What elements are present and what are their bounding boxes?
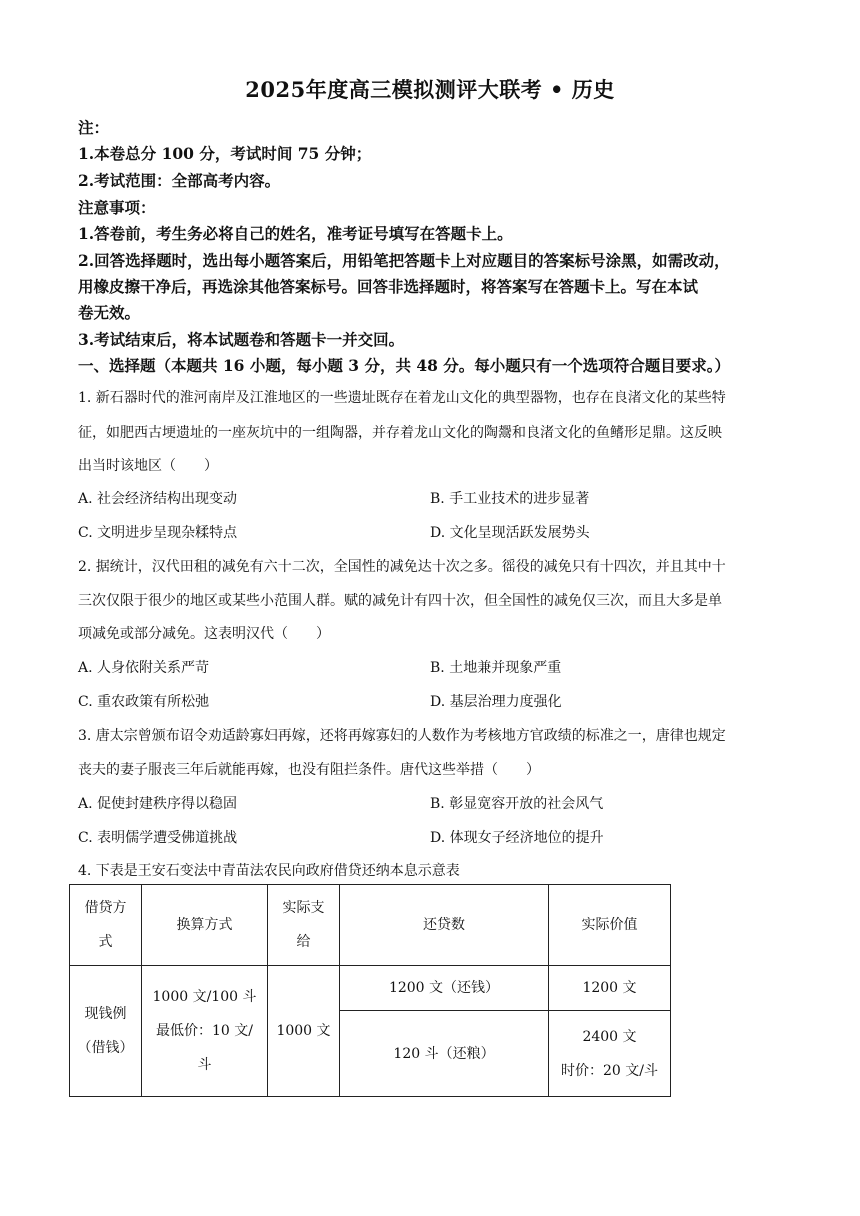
section-heading: 一、选择题（本题共 16 小题，每小题 3 分，共 48 分。每小题只有一个选项符合题目要求。）	[78, 356, 731, 375]
repay-cell: 120 斗（还粮）	[340, 1011, 549, 1097]
option-b: B. 土地兼并现象严重	[430, 660, 562, 676]
loan-type-cell: 现钱例 （借钱）	[70, 966, 142, 1097]
option-a: A. 人身依附关系严苛	[78, 660, 210, 676]
option-a: A. 社会经济结构出现变动	[78, 491, 238, 507]
option-b: B. 彰显宽容开放的社会风气	[430, 796, 604, 812]
loan-table	[69, 884, 671, 1097]
question-text: 三次仅限于很少的地区或某些小范围人群。赋的减免计有四十次，但全国性的减免仅三次，而且大多是单	[78, 593, 722, 609]
option-a: A. 促使封建秩序得以稳固	[78, 796, 238, 812]
option-d: D. 体现女子经济地位的提升	[430, 830, 604, 846]
option-b: B. 手工业技术的进步显著	[430, 491, 590, 507]
header-cell: 实际价值	[549, 885, 671, 966]
table-header-row	[70, 885, 671, 966]
question-text: 征，如肥西古埂遗址的一座灰坑中的一组陶器，并存着龙山文化的陶鬶和良渚文化的鱼鳍形足鼎。这反映	[78, 425, 722, 441]
option-d: D. 文化呈现活跃发展势头	[430, 525, 590, 541]
header-cell: 借贷方 式	[70, 885, 142, 966]
question-text: 丧夫的妻子服丧三年后就能再嫁，也没有阻拦条件。唐代这些举措（ ）	[78, 762, 540, 778]
value-cell: 1200 文	[549, 966, 671, 1011]
repay-cell: 1200 文（还钱）	[340, 966, 549, 1011]
payout-cell: 1000 文	[268, 966, 340, 1097]
header-cell: 换算方式	[142, 885, 268, 966]
question-text: 出当时该地区（ ）	[78, 458, 218, 474]
header-cell: 实际支 给	[268, 885, 340, 966]
question-text: 1. 新石器时代的淮河南岸及江淮地区的一些遗址既存在着龙山文化的典型器物，也存在良渚文化的某些特	[78, 390, 726, 406]
notes-label: 注：	[78, 118, 110, 137]
note-item: 2.考试范围：全部高考内容。	[78, 171, 281, 190]
precaution-item: 2.回答选择题时，选出每小题答案后，用铅笔把答题卡上对应题目的答案标号涂黑，如需改动，	[78, 251, 730, 270]
table-row	[70, 966, 671, 1011]
precautions-label: 注意事项：	[78, 198, 156, 217]
conversion-cell: 1000 文/100 斗 最低价：10 文/ 斗	[142, 966, 268, 1097]
option-c: C. 文明进步呈现杂糅特点	[78, 525, 238, 541]
option-d: D. 基层治理力度强化	[430, 694, 562, 710]
value-cell: 2400 文 时价：20 文/斗	[549, 1011, 671, 1097]
option-c: C. 重农政策有所松弛	[78, 694, 210, 710]
question-text: 4. 下表是王安石变法中青苗法农民向政府借贷还纳本息示意表	[78, 863, 460, 879]
header-cell: 还贷数	[340, 885, 549, 966]
precaution-item: 卷无效。	[78, 303, 141, 322]
question-text: 2. 据统计，汉代田租的减免有六十二次，全国性的减免达十次之多。徭役的减免只有十四次，并且其中十	[78, 559, 726, 575]
precaution-item: 3.考试结束后，将本试题卷和答题卡一并交回。	[78, 330, 405, 349]
note-item: 1.本卷总分 100 分，考试时间 75 分钟；	[78, 144, 372, 163]
page-title: 2025年度高三模拟测评大联考 • 历史	[245, 77, 615, 102]
precaution-item: 用橡皮擦干净后，再选涂其他答案标号。回答非选择题时，将答案写在答题卡上。写在本试	[78, 277, 699, 296]
precaution-item: 1.答卷前，考生务必将自己的姓名，准考证号填写在答题卡上。	[78, 224, 513, 243]
question-text: 项减免或部分减免。这表明汉代（ ）	[78, 626, 330, 642]
question-text: 3. 唐太宗曾颁布诏令劝适龄寡妇再嫁，还将再嫁寡妇的人数作为考核地方官政绩的标准之一，唐律也规定	[78, 728, 726, 744]
option-c: C. 表明儒学遭受佛道挑战	[78, 830, 238, 846]
